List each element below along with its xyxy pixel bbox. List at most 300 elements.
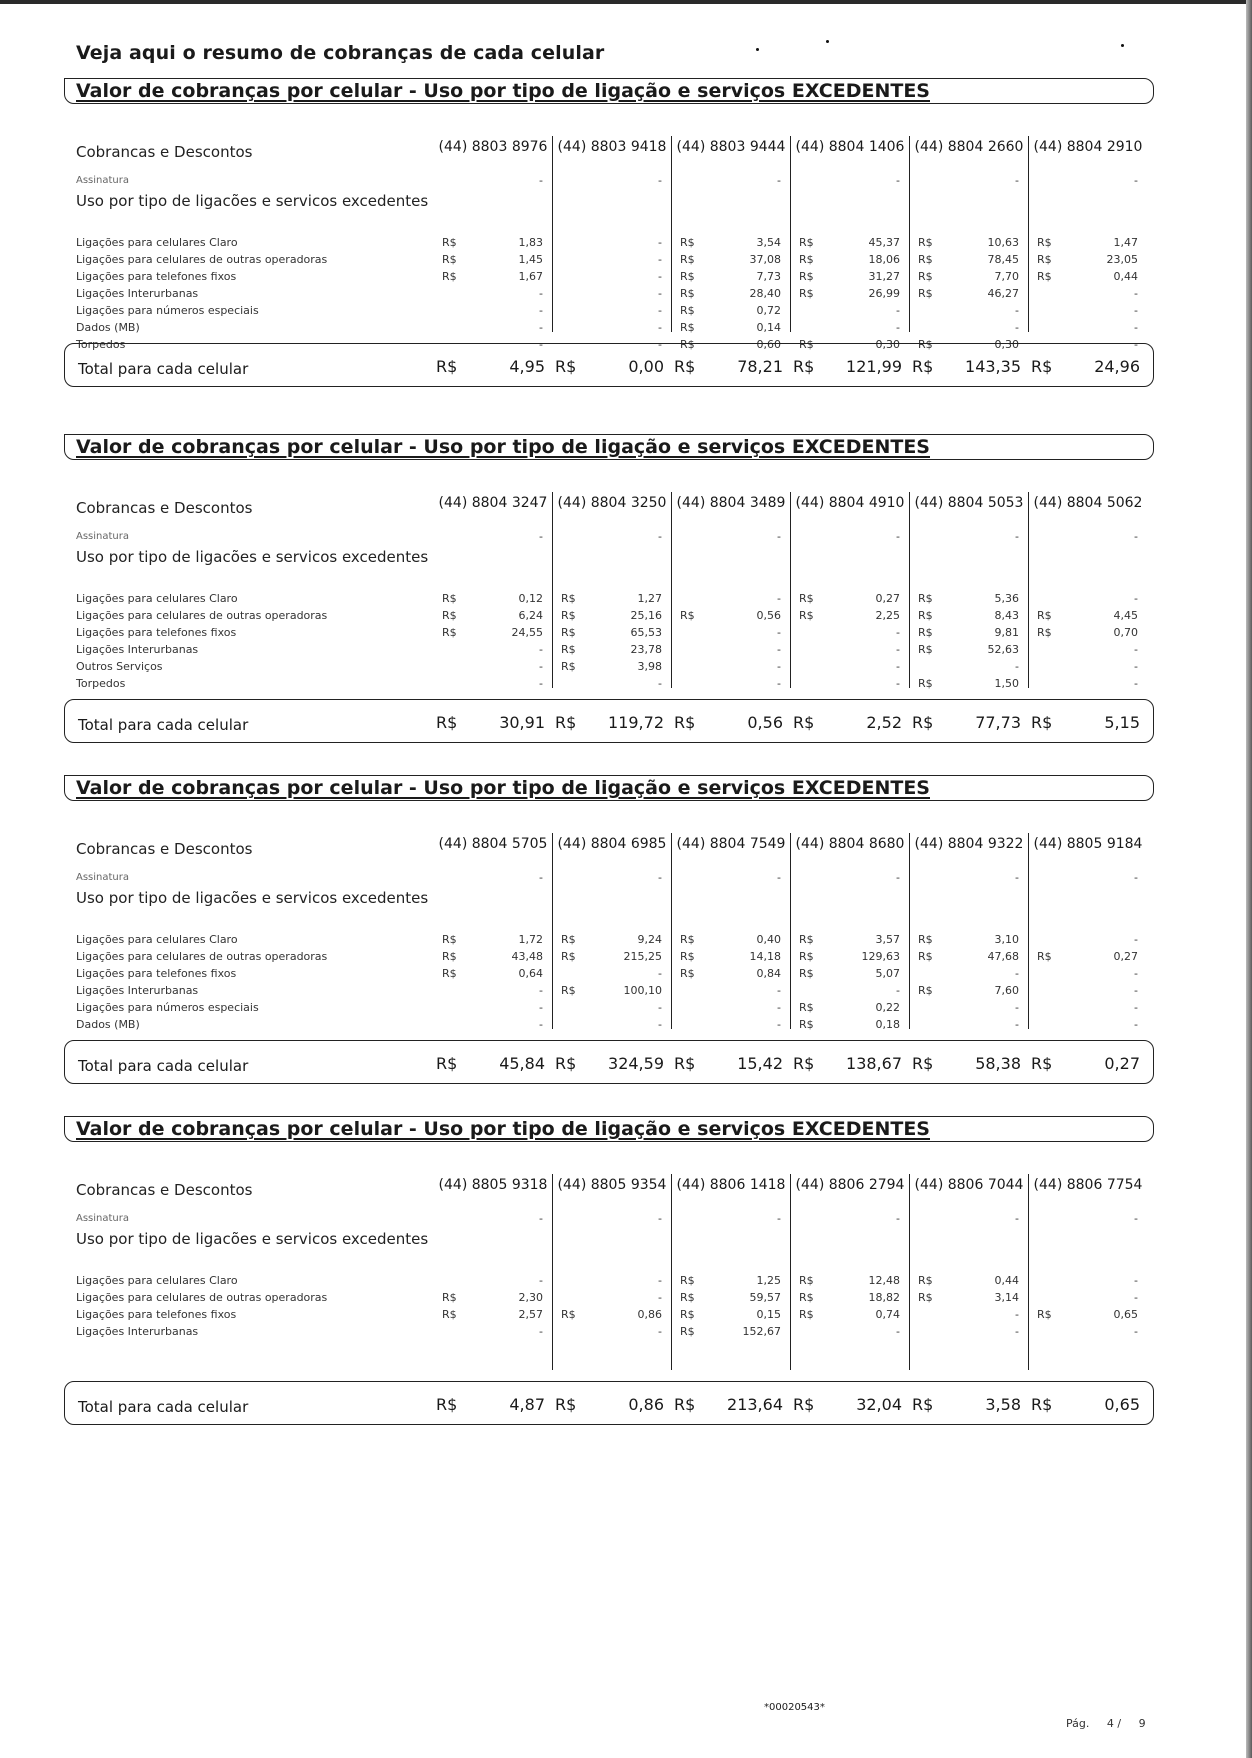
total-value: 77,73 [975,713,1021,732]
currency-symbol: R$ [918,950,933,963]
charge-row-label: Ligações para telefones fixos [76,1308,237,1321]
total-currency-symbol: R$ [912,1054,934,1073]
charge-value: - [539,1325,543,1338]
currency-symbol: R$ [918,592,933,605]
currency-symbol: R$ [918,253,933,266]
currency-symbol: R$ [799,287,814,300]
total-currency-symbol: R$ [912,1395,934,1414]
column-divider [909,833,910,1029]
currency-symbol: R$ [442,967,457,980]
assinatura-value: - [1015,871,1019,884]
charge-value: 59,57 [749,1291,781,1304]
charge-value: - [539,304,543,317]
currency-symbol: R$ [561,592,576,605]
currency-symbol: R$ [799,1308,814,1321]
charge-value: 1,47 [1113,236,1138,249]
charge-value: 12,48 [868,1274,900,1287]
uso-excedentes-label: Uso por tipo de ligacões e servicos excedentes [76,192,429,210]
currency-symbol: R$ [680,609,695,622]
charge-value: - [658,1001,662,1014]
charge-value: - [1134,1325,1138,1338]
phone-number-header: (44) 8803 8976 [438,139,548,155]
currency-symbol: R$ [442,933,457,946]
charge-value: 47,68 [987,950,1019,963]
currency-symbol: R$ [1037,950,1052,963]
charge-value: 1,67 [518,270,543,283]
charge-row-label: Ligações para celulares Claro [76,592,238,605]
charge-value: - [539,1274,543,1287]
charge-row-label: Outros Serviços [76,660,163,673]
currency-symbol: R$ [1037,609,1052,622]
charge-value: - [539,1001,543,1014]
section-title: Valor de cobranças por celular - Uso por tipo de ligação e serviços EXCEDENTES [76,436,930,458]
total-value: 121,99 [846,357,902,376]
total-value: 138,67 [846,1054,902,1073]
assinatura-label: Assinatura [76,175,130,186]
currency-symbol: R$ [799,1001,814,1014]
charge-value: - [896,643,900,656]
charge-value: 2,57 [518,1308,543,1321]
assinatura-value: - [1134,1212,1138,1225]
charge-value: 0,15 [756,1308,781,1321]
charge-value: - [539,643,543,656]
charge-value: 2,30 [518,1291,543,1304]
phone-number-header: (44) 8804 6985 [557,836,667,852]
column-divider [552,1174,553,1370]
currency-symbol: R$ [918,933,933,946]
phone-number-header: (44) 8806 2794 [795,1177,905,1193]
currency-symbol: R$ [918,626,933,639]
charge-value: - [1015,660,1019,673]
currency-symbol: R$ [442,626,457,639]
phone-number-header: (44) 8805 9318 [438,1177,548,1193]
column-divider [1028,492,1029,688]
charge-value: 5,07 [875,967,900,980]
charge-value: 0,84 [756,967,781,980]
total-currency-symbol: R$ [793,357,815,376]
charge-row-label: Ligações para telefones fixos [76,270,237,283]
currency-symbol: R$ [680,321,695,334]
currency-symbol: R$ [799,950,814,963]
charge-value: - [777,643,781,656]
currency-symbol: R$ [561,950,576,963]
total-currency-symbol: R$ [436,357,458,376]
currency-symbol: R$ [918,287,933,300]
charge-value: 78,45 [987,253,1019,266]
charge-value: 7,70 [994,270,1019,283]
currency-symbol: R$ [442,592,457,605]
column-divider [790,833,791,1029]
charge-row-label: Ligações para números especiais [76,304,259,317]
summary-section [0,775,1252,1115]
charge-value: - [1134,304,1138,317]
charge-value: - [1134,660,1138,673]
charge-value: - [1134,677,1138,690]
currency-symbol: R$ [918,643,933,656]
uso-excedentes-label: Uso por tipo de ligacões e servicos excedentes [76,1230,429,1248]
total-value: 143,35 [965,357,1021,376]
charge-value: - [1015,321,1019,334]
charge-value: - [896,626,900,639]
charge-row-label: Ligações Interurbanas [76,287,199,300]
total-currency-symbol: R$ [793,1395,815,1414]
total-value: 0,65 [1104,1395,1140,1414]
phone-number-header: (44) 8806 7044 [914,1177,1024,1193]
charge-value: 3,54 [756,236,781,249]
charge-row-label: Ligações para celulares Claro [76,236,238,249]
charge-value: - [777,984,781,997]
total-currency-symbol: R$ [1031,357,1053,376]
currency-symbol: R$ [442,1291,457,1304]
charge-value: - [1015,1308,1019,1321]
summary-section [0,434,1252,774]
currency-symbol: R$ [918,1291,933,1304]
phone-number-header: (44) 8803 9418 [557,139,667,155]
charge-value: 129,63 [861,950,900,963]
total-currency-symbol: R$ [674,1054,696,1073]
total-value: 0,56 [747,713,783,732]
page-current: 4 / [1106,1717,1122,1730]
column-divider [1028,833,1029,1029]
total-currency-symbol: R$ [555,713,577,732]
phone-number-header: (44) 8806 1418 [676,1177,786,1193]
charge-value: 0,40 [756,933,781,946]
currency-symbol: R$ [442,253,457,266]
cobrancas-descontos-label: Cobrancas e Descontos [76,499,253,517]
phone-number-header: (44) 8805 9354 [557,1177,667,1193]
charge-value: 3,57 [875,933,900,946]
charge-value: - [1134,643,1138,656]
currency-symbol: R$ [561,984,576,997]
charge-value: 100,10 [623,984,662,997]
charge-value: 0,30 [994,338,1019,351]
currency-symbol: R$ [799,270,814,283]
currency-symbol: R$ [799,236,814,249]
total-value: 0,86 [628,1395,664,1414]
charge-value: 0,27 [1113,950,1138,963]
column-divider [909,136,910,332]
charge-value: - [658,270,662,283]
currency-symbol: R$ [799,1274,814,1287]
charge-value: 0,60 [756,338,781,351]
total-currency-symbol: R$ [555,1054,577,1073]
charge-value: 0,56 [756,609,781,622]
charge-value: 31,27 [868,270,900,283]
charge-value: - [539,1018,543,1031]
scan-speck [1121,44,1124,47]
charge-value: - [896,304,900,317]
total-currency-symbol: R$ [555,1395,577,1414]
currency-symbol: R$ [442,270,457,283]
phone-number-header: (44) 8804 7549 [676,836,786,852]
charge-value: 10,63 [987,236,1019,249]
charge-value: 3,98 [637,660,662,673]
charge-value: - [777,1001,781,1014]
charge-value: 7,73 [756,270,781,283]
assinatura-label: Assinatura [76,1213,130,1224]
charge-value: - [777,660,781,673]
charge-value: 5,36 [994,592,1019,605]
column-divider [552,492,553,688]
charge-value: 24,55 [511,626,543,639]
charge-value: 9,24 [637,933,662,946]
charge-row-label: Ligações para celulares de outras operadoras [76,950,328,963]
assinatura-value: - [539,871,543,884]
currency-symbol: R$ [1037,626,1052,639]
charge-value: - [658,287,662,300]
column-divider [790,136,791,332]
total-value: 213,64 [727,1395,783,1414]
currency-symbol: R$ [442,236,457,249]
assinatura-value: - [777,174,781,187]
assinatura-value: - [658,1212,662,1225]
charge-value: 1,27 [637,592,662,605]
charge-value: - [896,321,900,334]
currency-symbol: R$ [561,660,576,673]
charge-value: 4,45 [1113,609,1138,622]
charge-value: - [1134,967,1138,980]
charge-value: 37,08 [749,253,781,266]
phone-number-header: (44) 8804 3489 [676,495,786,511]
charge-value: - [658,253,662,266]
currency-symbol: R$ [561,1308,576,1321]
assinatura-value: - [539,174,543,187]
phone-number-header: (44) 8804 2660 [914,139,1024,155]
currency-symbol: R$ [680,967,695,980]
assinatura-label: Assinatura [76,872,130,883]
charge-value: 25,16 [630,609,662,622]
currency-symbol: R$ [680,236,695,249]
charge-value: - [777,1018,781,1031]
currency-symbol: R$ [799,592,814,605]
charge-value: 0,44 [1113,270,1138,283]
charge-value: 152,67 [742,1325,781,1338]
total-value: 4,95 [509,357,545,376]
total-currency-symbol: R$ [436,1395,458,1414]
charge-value: - [777,677,781,690]
charge-value: 0,86 [637,1308,662,1321]
charge-value: - [896,677,900,690]
charge-value: 1,45 [518,253,543,266]
charge-value: - [1134,1291,1138,1304]
currency-symbol: R$ [680,1325,695,1338]
charge-value: - [1015,967,1019,980]
charge-row-label: Ligações Interurbanas [76,1325,199,1338]
total-value: 30,91 [499,713,545,732]
currency-symbol: R$ [918,270,933,283]
column-divider [790,492,791,688]
total-value: 119,72 [608,713,664,732]
charge-value: 0,44 [994,1274,1019,1287]
charge-value: - [539,338,543,351]
phone-number-header: (44) 8804 2910 [1033,139,1143,155]
charge-value: - [1134,592,1138,605]
total-currency-symbol: R$ [912,357,934,376]
charge-value: 26,99 [868,287,900,300]
currency-symbol: R$ [561,609,576,622]
charge-row-label: Ligações para celulares de outras operadoras [76,253,328,266]
charge-value: 23,05 [1106,253,1138,266]
currency-symbol: R$ [442,1308,457,1321]
charge-value: - [539,287,543,300]
charge-value: 8,43 [994,609,1019,622]
total-value: 3,58 [985,1395,1021,1414]
scan-top-edge [0,0,1252,4]
charge-value: 0,12 [518,592,543,605]
document-barcode-code: *00020543* [764,1702,825,1713]
total-value: 78,21 [737,357,783,376]
total-value: 0,27 [1104,1054,1140,1073]
charge-row-label: Torpedos [76,677,126,690]
total-value: 32,04 [856,1395,902,1414]
uso-excedentes-label: Uso por tipo de ligacões e servicos excedentes [76,889,429,907]
charge-value: - [1134,338,1138,351]
charge-value: - [658,338,662,351]
phone-number-header: (44) 8805 9184 [1033,836,1143,852]
column-divider [671,833,672,1029]
phone-number-header: (44) 8804 3250 [557,495,667,511]
total-value: 324,59 [608,1054,664,1073]
assinatura-value: - [777,1212,781,1225]
scan-speck [826,40,829,43]
charge-row-label: Ligações para celulares Claro [76,933,238,946]
total-currency-symbol: R$ [1031,1054,1053,1073]
currency-symbol: R$ [918,609,933,622]
column-divider [671,136,672,332]
charge-value: - [658,321,662,334]
assinatura-value: - [539,1212,543,1225]
charge-value: - [539,984,543,997]
total-currency-symbol: R$ [555,357,577,376]
charge-value: - [1134,1001,1138,1014]
cobrancas-descontos-label: Cobrancas e Descontos [76,1181,253,1199]
assinatura-value: - [896,530,900,543]
total-currency-symbol: R$ [436,713,458,732]
currency-symbol: R$ [799,933,814,946]
currency-symbol: R$ [442,609,457,622]
charge-value: 1,50 [994,677,1019,690]
charge-value: - [658,304,662,317]
charge-value: 18,82 [868,1291,900,1304]
charge-value: 0,65 [1113,1308,1138,1321]
charge-row-label: Dados (MB) [76,1018,140,1031]
currency-symbol: R$ [918,338,933,351]
phone-number-header: (44) 8804 1406 [795,139,905,155]
charge-value: 23,78 [630,643,662,656]
total-value: 2,52 [866,713,902,732]
charge-value: - [1134,1274,1138,1287]
currency-symbol: R$ [680,253,695,266]
currency-symbol: R$ [561,933,576,946]
charge-value: - [658,1325,662,1338]
charge-value: 0,72 [756,304,781,317]
currency-symbol: R$ [561,643,576,656]
charge-row-label: Ligações para números especiais [76,1001,259,1014]
total-value: 5,15 [1104,713,1140,732]
column-divider [909,492,910,688]
phone-number-header: (44) 8804 5705 [438,836,548,852]
phone-number-header: (44) 8804 9322 [914,836,1024,852]
charge-value: 1,83 [518,236,543,249]
phone-number-header: (44) 8804 5053 [914,495,1024,511]
charge-value: - [539,660,543,673]
charge-value: - [658,1291,662,1304]
currency-symbol: R$ [680,933,695,946]
charge-value: - [777,626,781,639]
charge-value: 9,81 [994,626,1019,639]
charge-value: 65,53 [630,626,662,639]
charge-value: - [1015,1001,1019,1014]
charge-value: - [658,236,662,249]
currency-symbol: R$ [680,950,695,963]
page-number [1066,1717,1146,1730]
charge-value: 215,25 [623,950,662,963]
charge-value: 0,70 [1113,626,1138,639]
currency-symbol: R$ [918,984,933,997]
assinatura-value: - [1015,530,1019,543]
column-divider [671,492,672,688]
assinatura-value: - [777,530,781,543]
assinatura-value: - [896,1212,900,1225]
total-currency-symbol: R$ [674,357,696,376]
total-value: 4,87 [509,1395,545,1414]
charge-value: 0,27 [875,592,900,605]
currency-symbol: R$ [680,1308,695,1321]
currency-symbol: R$ [799,253,814,266]
charge-row-label: Ligações Interurbanas [76,643,199,656]
currency-symbol: R$ [680,1291,695,1304]
charge-row-label: Dados (MB) [76,321,140,334]
summary-section [0,78,1252,418]
column-divider [552,833,553,1029]
phone-number-header: (44) 8804 3247 [438,495,548,511]
assinatura-value: - [1134,871,1138,884]
page-total: 9 [1138,1717,1146,1730]
charge-value: 0,22 [875,1001,900,1014]
charge-value: 0,18 [875,1018,900,1031]
charge-value: - [658,677,662,690]
charge-value: 2,25 [875,609,900,622]
charge-value: - [539,677,543,690]
total-currency-symbol: R$ [793,713,815,732]
column-divider [1028,1174,1029,1370]
scan-speck [756,48,759,51]
charge-row-label: Ligações para telefones fixos [76,626,237,639]
phone-number-header: (44) 8804 4910 [795,495,905,511]
currency-symbol: R$ [799,338,814,351]
charge-value: 3,14 [994,1291,1019,1304]
total-currency-symbol: R$ [1031,1395,1053,1414]
assinatura-value: - [658,530,662,543]
total-currency-symbol: R$ [912,713,934,732]
charge-value: 46,27 [987,287,1019,300]
assinatura-value: - [658,871,662,884]
section-title: Valor de cobranças por celular - Uso por tipo de ligação e serviços EXCEDENTES [76,80,930,102]
section-title: Valor de cobranças por celular - Uso por tipo de ligação e serviços EXCEDENTES [76,1118,930,1140]
assinatura-value: - [1015,1212,1019,1225]
charge-row-label: Ligações Interurbanas [76,984,199,997]
assinatura-value: - [1134,530,1138,543]
assinatura-label: Assinatura [76,531,130,542]
column-divider [671,1174,672,1370]
charge-value: 3,10 [994,933,1019,946]
total-currency-symbol: R$ [1031,713,1053,732]
currency-symbol: R$ [799,1018,814,1031]
charge-value: 0,14 [756,321,781,334]
charge-value: 43,48 [511,950,543,963]
phone-number-header: (44) 8806 7754 [1033,1177,1143,1193]
charge-value: - [777,592,781,605]
